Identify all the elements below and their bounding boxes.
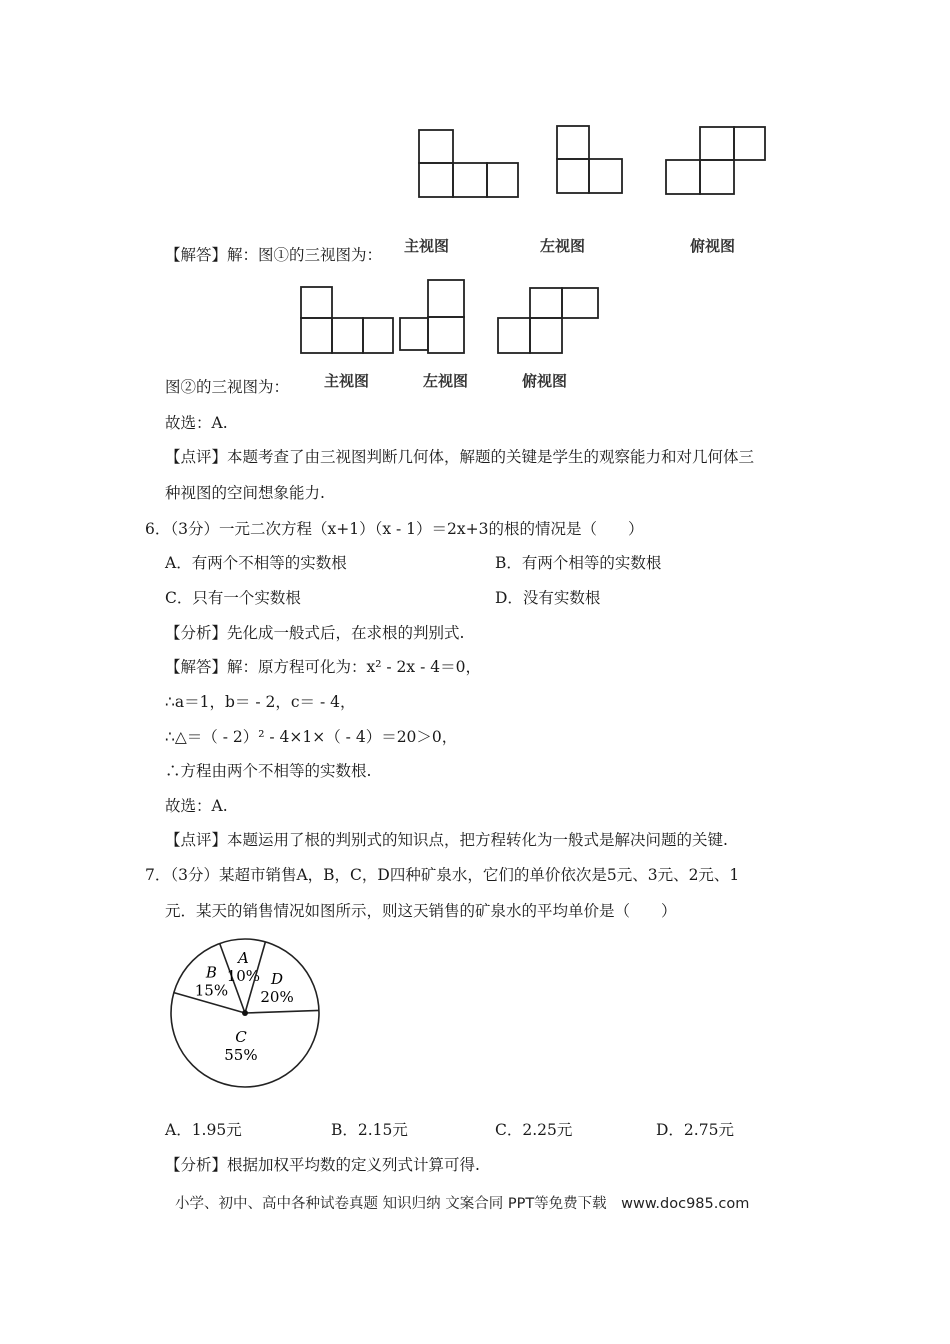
fig2-views (0, 0, 950, 400)
pie-value-label-d: 20% (260, 987, 294, 1006)
q6-solution-line4: ∴方程由两个不相等的实数根. (165, 762, 372, 780)
q6-comment: 【点评】本题运用了根的判别式的知识点，把方程转化为一般式是解决问题的关键. (165, 831, 728, 849)
q7-option-b: B．2.15元 (331, 1121, 408, 1139)
q6-solution-line1: 【解答】解：原方程可化为：x² - 2x - 4＝0， (165, 658, 481, 676)
q7-stem-line2: 元．某天的销售情况如图所示，则这天销售的矿泉水的平均单价是（ ） (165, 902, 677, 920)
fig2-intro: 图②的三视图为： (165, 378, 290, 396)
q7-option-a: A．1.95元 (165, 1121, 242, 1139)
pie-chart (160, 930, 330, 1100)
pie-category-label-c: C (235, 1028, 247, 1047)
fig1-intro: 【解答】解：图①的三视图为： (165, 246, 383, 264)
pie-divider-c (245, 1010, 319, 1013)
q5-comment-line2: 种视图的空间想象能力. (165, 484, 325, 502)
q6-analysis: 【分析】先化成一般式后，在求根的判别式. (165, 624, 465, 642)
q7-analysis: 【分析】根据加权平均数的定义列式计算可得. (165, 1156, 480, 1174)
q6-solution-line2: ∴a＝1，b＝ - 2，c＝ - 4， (165, 693, 356, 711)
fig2-label-top: 俯视图 (522, 372, 568, 390)
pie-value-label-b: 15% (194, 981, 229, 1000)
fig2-label-front: 主视图 (324, 372, 370, 390)
q7-option-d: D．2.75元 (656, 1121, 734, 1139)
fig2-label-left: 左视图 (423, 372, 469, 390)
q7-option-c: C．2.25元 (495, 1121, 573, 1139)
q6-option-b: B．有两个相等的实数根 (495, 554, 662, 572)
fig1-label-front: 主视图 (404, 237, 450, 255)
pie-value-label-c: 55% (224, 1046, 258, 1065)
q6-option-a: A．有两个不相等的实数根 (165, 554, 347, 572)
q6-option-d: D．没有实数根 (495, 589, 601, 607)
q5-comment-line1: 【点评】本题考查了由三视图判断几何体，解题的关键是学生的观察能力和对几何体三 (165, 448, 755, 466)
q5-choice: 故选：A. (165, 414, 228, 432)
q6-option-c: C．只有一个实数根 (165, 589, 301, 607)
page-footer: 小学、初中、高中各种试卷真题 知识归纳 文案合同 PPT等免费下载 www.doc985.com (175, 1196, 750, 1212)
fig1-label-top: 俯视图 (690, 237, 736, 255)
q6-choice: 故选：A. (165, 797, 228, 815)
q6-stem: 6．（3分）一元二次方程（x+1）（x - 1）＝2x+3的根的情况是（ ） (145, 520, 644, 538)
pie-value-label-a: 10% (226, 967, 261, 986)
q6-solution-line3: ∴△＝（ - 2）² - 4×1×（ - 4）＝20＞0， (165, 728, 458, 746)
pie-category-label-a: A (237, 949, 249, 968)
fig1-label-left: 左视图 (540, 237, 586, 255)
pie-center-dot (242, 1010, 248, 1016)
pie-category-label-b: B (205, 963, 217, 982)
q7-stem-line1: 7．（3分）某超市销售A，B，C，D四种矿泉水，它们的单价依次是5元、3元、2元、1 (145, 866, 740, 884)
pie-category-label-d: D (271, 969, 284, 988)
